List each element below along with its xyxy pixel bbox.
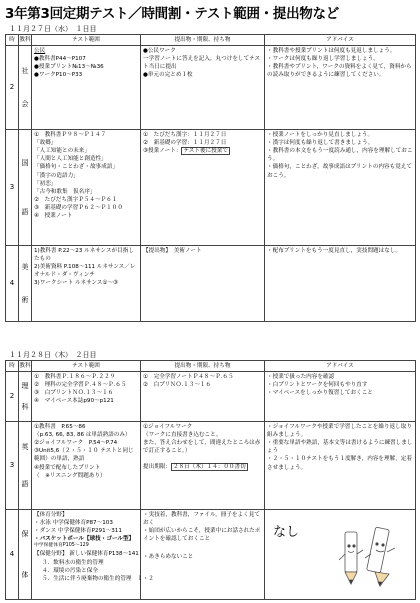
submit-deadline-box: テスト後に授業で [183,148,228,155]
subject-cell: 保 体 [19,510,32,600]
range-cell: 1)教科書 P.22～23 ルネサンスが目指したもの 2)美術資料 P.108～111 ルネサンス／レオナルド・ダ・ヴィンチ 3)ワークシート ルネサンス①～③ [32,246,141,322]
advice-cell: ・授業ノートをしっかり見直しましょう。 ・漢字は何度も繰り返して書きましょう。 ・教科書の本文をもう一度読み通し，内容を理解しておこう。 ・価格句，ことわざ，故事成語はプリントの内容も覚えておこう。 [265,130,416,246]
header-advice: アドバイス [265,361,416,372]
range-cell: ① 教科書Ｐ.１８６～Ｐ.２２９ ② 理科の完全学習Ｐ.４８～Ｐ.６５ ③ 白プリントＮＯ.１３～１６ ④ マイベース本誌p90～p121 [32,372,141,422]
subject-cell: 美 術 [19,246,32,322]
page-title: 3年第3回定期テスト／時間割・テスト範囲・提出物など [5,6,339,22]
header-subject: 教科 [19,35,32,46]
header-period: 時 [6,35,19,46]
submit-deadline-box: ２８日（木）１４：００書切 [172,464,246,471]
header-advice: アドバイス [265,35,416,46]
header-subject: 教科 [19,361,32,372]
submit-cell: ①ジョイフルワーク （ワークに直接書き込むこと。 また，答え合わせをして，間違えたところは赤で訂正すること。） 提出期限： ２８日（木）１４：００書切 [141,422,265,510]
header-range: テスト範囲 [32,361,141,372]
table-row [6,46,416,130]
range-cell: 公民 ●教科書P44～P107 ●授業プリント№13～№36 ●ワークP10～P33 [32,46,141,130]
table-row [6,372,416,422]
range-cell: ① 教科書Ｐ９８～Ｐ１４７ 「故郷」 「人工知能との未来」 「人間と人工知能と創造性」 「価格句・ことわざ・故事成語」 「漢字の造語力」 「初恋」 「古今和歌集 仮名序」 ② たびだち漢字Ｐ５４～Ｐ６１ ③ 新基礎の学習Ｐ６２～Ｐ１００ ④ 授業ノート [32,130,141,246]
day1-date: １１月２７日（水） １日目 [9,25,97,33]
submit-cell: ① たびだち漢字：１１月２７日 ② 新基礎の学習：１１月２７日 ③授業ノート： テスト後に授業で [141,130,265,246]
submit-cell: 【提出物】 美術ノート [141,246,265,322]
period-cell: 2 [6,372,19,422]
table-row [6,422,416,510]
advice-cell: ・教科書や授業プリントは何度も見返しましょう。 ・ワークは何度も繰り返し学習しましょう。 ・教科書やプリント，ワークの資料をよく見て，資料からの読み取りができるように練習してください。 [265,46,416,130]
advice-cell: ・授業で扱った内容を確認 ・白プリントとワークを何回もやり直す ・マイベースをしっかり復習しておくこと [265,372,416,422]
period-cell: 3 [6,130,19,246]
subject-cell: 理 科 [19,372,32,422]
subject-cell: 社 会 [19,46,32,130]
day2-header-row [6,361,416,372]
submit-cell: ① 完全学習ノートＰ４８～Ｐ.６５ ② 白プリＮＯ.１３～１６ [141,372,265,422]
header-range: テスト範囲 [32,35,141,46]
subject-cell: 国 語 [19,130,32,246]
range-cell: ①教科書 P.65～86 （p.63, 66, 83, 86 は単語熟語のみ） ②ジョイフルワーク P.54～P.74 ③Unit5,6（２・５・１０ テストと同じ範囲）の単語，熟語 ④授業で配布したプリント （ ※リスニング問題あり） [32,422,141,510]
submit-cell: ●公民ワーク 一学習ノートに答えを記入，丸つけをしてテスト当日に提出 ●単元の完とめ１枚 [141,46,265,130]
day1-header-row [6,35,416,46]
table-row [6,246,416,322]
advice-none-text: なし [273,525,300,540]
advice-cell: ・ジョイフルワークや授業で学習したことを繰り返し取り組みましょう。 ・重要な単語や熟語，基本文等は書けるように練習しましょう ・２・５・１０テストをもう１度解き，内容を理解，定着させましょう。 [265,422,416,510]
day2-date: １１月２８日（木） ２日目 [9,351,97,359]
range-cell: 【体育分野】 ・水泳 中学保健体育P87～103 ・ダンス 中学保健体育P291～311 ・バスケットボール【球技・ゴール型】 中学保健体育P105～129 【保健分野】 新しい保健体育P138～141 ３．飲料水の衛生的管理 ４．環境の汚染と保全 ５．生活に伴う廃棄物の衛生的管理 １・２ [32,510,141,600]
period-cell: 2 [6,46,19,130]
day1-table [5,34,416,322]
table-row [6,130,416,246]
period-cell: 3 [6,422,19,510]
header-period: 時 [6,361,19,372]
day2-table [5,360,416,600]
header-submit: 提出物・期限、持ち物 [141,361,265,372]
table-row [6,510,416,600]
advice-cell: ・配布プリントをもう一度見直し，実技問題はなし。 [265,246,416,322]
period-cell: 4 [6,246,19,322]
header-submit: 提出物・期限、持ち物 [141,35,265,46]
advice-cell [265,510,416,600]
pencil-characters-icon [337,524,407,590]
submit-cell: ・実技着，教科書，ファイル，冊子をよく見ておく ・始団が広いからこそ，授業中にお話されたポイントを確認しておくこと ・あきらめないこと [141,510,265,600]
subject-cell: 英 語 [19,422,32,510]
period-cell: 4 [6,510,19,600]
